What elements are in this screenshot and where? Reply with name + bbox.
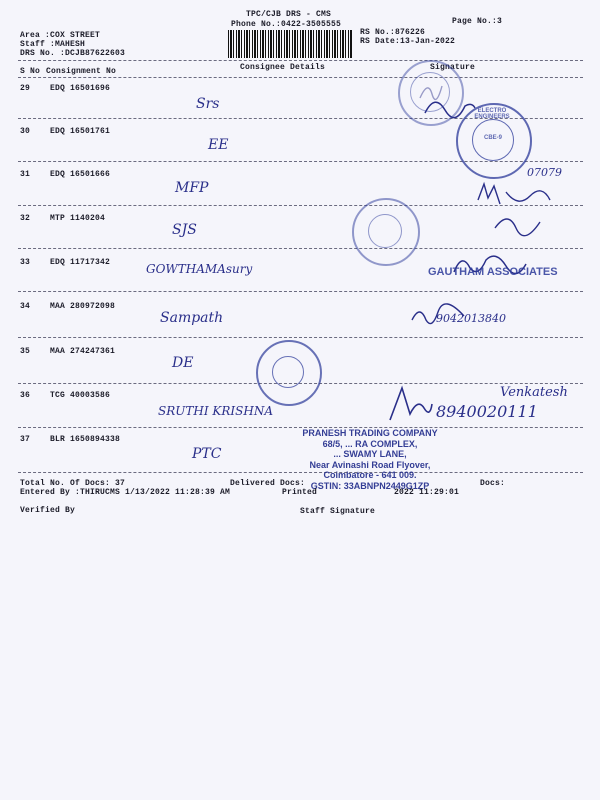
row-sno: 31	[20, 170, 31, 179]
row-consignment: BLR 1650894338	[50, 435, 121, 444]
signature-34-number: 9042013840	[436, 312, 506, 325]
row-handwritten: SRUTHI KRISHNA	[158, 404, 273, 418]
staff-label: Staff :MAHESH	[20, 40, 86, 49]
phone-number: Phone No.:0422-3505555	[231, 20, 342, 29]
row-handwritten: GOWTHAMAsury	[146, 262, 253, 276]
printed-label: Printed	[282, 488, 318, 497]
row-consignment: MAA 280972098	[50, 302, 116, 311]
verified-by: Verified By	[20, 506, 76, 515]
row-handwritten: SJS	[172, 222, 197, 238]
staff-signature: Staff Signature	[300, 507, 376, 516]
round-stamp-low	[256, 340, 322, 406]
row-sno: 30	[20, 127, 31, 136]
area-label: Area :COX STREET	[20, 31, 101, 40]
entered-by: Entered By :THIRUCMS 1/13/2022 11:28:39 AM	[20, 488, 231, 497]
col-sno: S No	[20, 67, 41, 76]
row-consignment: EDQ 11717342	[50, 258, 111, 267]
row-rule	[18, 337, 583, 338]
row-consignment: TCG 40003586	[50, 391, 111, 400]
page-number: Page No.:3	[452, 17, 503, 26]
col-details: Consignee Details	[240, 63, 326, 72]
stamp-signature-mark	[418, 78, 444, 106]
printed-time: 2022 11:29:01	[394, 488, 460, 497]
electro-engineers-stamp: ELECTRO ENGINEERS CBE-9	[456, 103, 532, 179]
stamp-line: Near Avinashi Road Flyover,	[309, 459, 431, 470]
row-consignment: EDQ 16501696	[50, 84, 111, 93]
stamp-line: ... SWAMY LANE,	[333, 449, 407, 459]
row-sno: 34	[20, 302, 31, 311]
row-consignment: MAA 274247361	[50, 347, 116, 356]
signature-36	[384, 384, 434, 428]
col-signature: Signature	[430, 63, 476, 72]
rs-date: RS Date:13-Jan-2022	[360, 37, 456, 46]
row-sno: 36	[20, 391, 31, 400]
row-handwritten: PTC	[192, 446, 222, 462]
row-handwritten: EE	[208, 137, 229, 153]
rs-number: RS No.:876226	[360, 28, 426, 37]
row-consignment: MTP 1140204	[50, 214, 106, 223]
round-stamp-top	[398, 60, 464, 126]
row-sno: 29	[20, 84, 31, 93]
pranesh-trading-stamp	[282, 428, 458, 491]
total-docs: Total No. Of Docs: 37	[20, 479, 126, 488]
row-consignment: EDQ 16501666	[50, 170, 111, 179]
signature-32	[490, 208, 550, 243]
drs-number: DRS No. :DCJB87622603	[20, 49, 126, 58]
row-handwritten: MFP	[175, 180, 209, 196]
row-consignment: EDQ 16501761	[50, 127, 111, 136]
col-consignment: Consignment No	[46, 67, 117, 76]
signature-36-name: Venkatesh	[500, 385, 568, 400]
row-sno: 32	[20, 214, 31, 223]
barcode	[228, 30, 353, 58]
undelivered-docs: Docs:	[480, 479, 506, 488]
row-sno: 37	[20, 435, 31, 444]
columns-rule	[18, 77, 583, 78]
stamp-line: Coimbatore - 641 009.	[323, 470, 417, 480]
row-handwritten: Sampath	[160, 310, 224, 326]
stamp-line: 68/5, ... RA COMPLEX,	[322, 438, 418, 449]
header-rule	[18, 60, 583, 61]
signature-31-number: 07079	[527, 166, 562, 179]
row-handwritten: DE	[172, 355, 194, 371]
document-title: TPC/CJB DRS - CMS	[246, 10, 332, 19]
delivered-docs: Delivered Docs:	[230, 479, 306, 488]
row-sno: 33	[20, 258, 31, 267]
signature-36-number: 8940020111	[436, 402, 538, 421]
gautham-associates-stamp: GAUTHAM ASSOCIATES	[428, 266, 558, 278]
row-handwritten: Srs	[196, 96, 220, 112]
row-rule	[18, 248, 583, 249]
row-sno: 35	[20, 347, 31, 356]
row-rule	[18, 291, 583, 292]
stamp-line: PRANESH TRADING COMPANY	[302, 428, 438, 438]
stamp-line: GSTIN: 33ABNPN2449G1ZP	[310, 480, 430, 491]
round-stamp-mid	[352, 198, 420, 266]
